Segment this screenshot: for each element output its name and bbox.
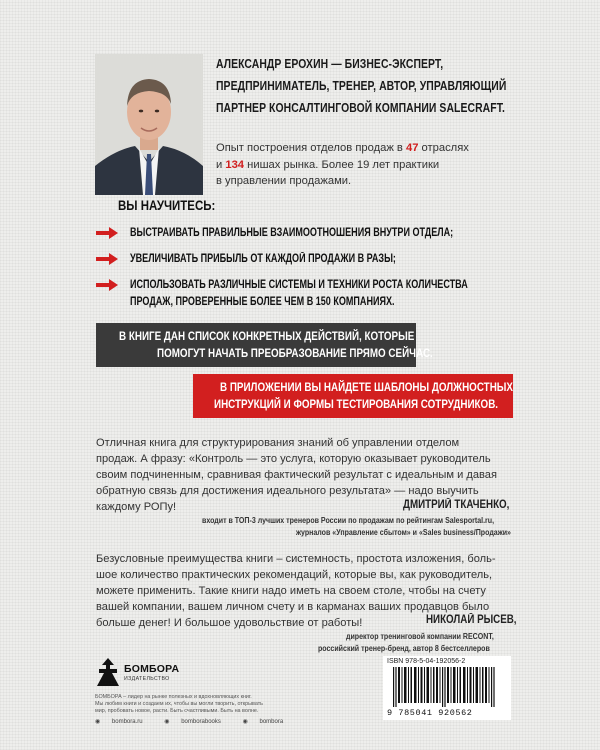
author-heading xyxy=(216,53,516,119)
social-icon: ◉ xyxy=(164,719,170,725)
review-2-author: НИКОЛАЙ РЫСЕВ, xyxy=(426,614,517,626)
learn-item xyxy=(130,276,468,310)
review-line: больше денег! И большое удовольствие от работы! xyxy=(96,617,363,629)
social-icon: ◉ xyxy=(242,719,248,725)
bio-text: отраслях xyxy=(418,142,469,154)
author-heading-line: ПАРТНЕР КОНСАЛТИНГОВОЙ КОМПАНИИ SALECRAFT. xyxy=(216,100,505,115)
learn-item-text: ВЫСТРАИВАТЬ ПРАВИЛЬНЫЕ ВЗАИМООТНОШЕНИЯ ВНУТРИ ОТДЕЛА; xyxy=(130,226,454,239)
publisher-tagline xyxy=(95,694,275,715)
callout-dark-line: ПОМОГУТ НАЧАТЬ ПРЕОБРАЗОВАНИЕ ПРЯМО СЕЙЧАС. xyxy=(157,346,433,360)
review-line: Безусловные преимущества книги – системность, простота изложения, боль- xyxy=(96,553,496,565)
review-line: обратную связь для достижения идеального результата» — надо выучить xyxy=(96,485,479,497)
barcode-bars xyxy=(393,667,501,707)
publisher-logo-subtitle: ИЗДАТЕЛЬСТВО xyxy=(124,676,170,682)
publisher-links xyxy=(95,718,303,725)
author-portrait-image xyxy=(95,54,203,195)
tagline-line: мир, пробовать новое, расти. Быть счастливыми. Быть на волне. xyxy=(95,708,259,714)
barcode-digits: 9 785041 920562 xyxy=(387,708,473,718)
red-arrow-icon xyxy=(96,226,118,240)
bio-text: в управлении продажами. xyxy=(216,175,352,187)
social-link-text: bomborabooks xyxy=(181,719,221,725)
tagline-line: Мы любим книги и создаем их, чтобы вы могли творить, открывать xyxy=(95,701,263,707)
review-line: вашей компании, вашем личном счету и в карманах ваших продавцов было xyxy=(96,601,490,613)
publisher-logo-text: БОМБОРА xyxy=(124,663,180,675)
learn-item xyxy=(130,250,460,267)
industries-count: 47 xyxy=(405,142,419,154)
learn-item-text: ИСПОЛЬЗОВАТЬ РАЗЛИЧНЫЕ СИСТЕМЫ И ТЕХНИКИ РОСТА КОЛИЧЕСТВА xyxy=(130,278,468,291)
review-line: Отличная книга для структурирования знаний об управлении отделом xyxy=(96,437,460,449)
review-1-credit: входит в ТОП-3 лучших тренеров России по продажам по рейтингам Salesportal.ru, xyxy=(202,515,495,525)
author-photo xyxy=(95,54,203,195)
bio-text: нишах рынка. Более 19 лет практики xyxy=(244,158,440,171)
review-line: продаж. А фразу: «Контроль — это услуга, которую оказывает руководитель xyxy=(96,453,491,465)
bombora-logo-icon xyxy=(95,657,121,687)
tagline-line: БОМБОРА – лидер на рынке полезных и вдохновляющих книг. xyxy=(95,694,252,700)
globe-icon: ◉ xyxy=(95,719,101,725)
review-line: можете применить. Такие книги надо иметь на своем столе, чтобы на счету xyxy=(96,585,486,597)
callout-red-box xyxy=(193,374,513,418)
red-arrow-icon xyxy=(96,252,118,266)
social-link[interactable] xyxy=(243,719,294,725)
niches-count: 134 xyxy=(225,158,245,171)
learn-item xyxy=(130,224,460,241)
review-2-credit: российский тренер-бренд, автор 8 бестселлеров xyxy=(318,643,490,653)
bio-text: Опыт построения отделов продаж в xyxy=(216,142,406,154)
author-bio xyxy=(216,140,516,190)
barcode xyxy=(383,656,511,720)
review-1-author: ДМИТРИЙ ТКАЧЕНКО, xyxy=(403,499,510,511)
review-line: своим подчиненным, сравнивая фактический результат с идеальным и давая xyxy=(96,469,497,481)
author-heading-line: ПРЕДПРИНИМАТЕЛЬ, ТРЕНЕР, АВТОР, УПРАВЛЯЮЩИЙ xyxy=(216,78,507,93)
isbn-label: ISBN 978-5-04-192056-2 xyxy=(387,658,466,665)
social-link[interactable] xyxy=(164,719,231,725)
learn-heading: ВЫ НАУЧИТЕСЬ: xyxy=(118,198,216,213)
red-arrow-icon xyxy=(96,278,118,292)
callout-dark-box xyxy=(96,323,433,367)
callout-dark-line: В КНИГЕ ДАН СПИСОК КОНКРЕТНЫХ ДЕЙСТВИЙ, КОТОРЫЕ xyxy=(119,329,415,343)
author-heading-line: АЛЕКСАНДР ЕРОХИН — БИЗНЕС-ЭКСПЕРТ, xyxy=(216,56,444,71)
review-line: шое количество практических рекомендаций, которые вы, как руководитель, xyxy=(96,569,493,581)
website-link-text: bombora.ru xyxy=(111,719,143,725)
callout-red-line: В ПРИЛОЖЕНИИ ВЫ НАЙДЕТЕ ШАБЛОНЫ ДОЛЖНОСТНЫХ xyxy=(220,380,513,394)
review-2-credit: директор тренинговой компании RECONT, xyxy=(346,631,494,641)
learn-item-text: ПРОДАЖ, ПРОВЕРЕННЫЕ БОЛЕЕ ЧЕМ В 150 КОМПАНИЯХ. xyxy=(130,295,395,308)
review-1-credit: журналов «Управление сбытом» и «Sales business/Продажи» xyxy=(296,527,511,537)
social-link-text: bombora xyxy=(259,719,284,725)
learn-item-text: УВЕЛИЧИВАТЬ ПРИБЫЛЬ ОТ КАЖДОЙ ПРОДАЖИ В РАЗЫ; xyxy=(130,252,396,265)
callout-red-line: ИНСТРУКЦИЙ И ФОРМЫ ТЕСТИРОВАНИЯ СОТРУДНИКОВ. xyxy=(214,397,499,411)
review-line: каждому РОПу! xyxy=(96,501,177,513)
website-link[interactable] xyxy=(95,719,153,725)
bio-text: и xyxy=(216,158,226,171)
